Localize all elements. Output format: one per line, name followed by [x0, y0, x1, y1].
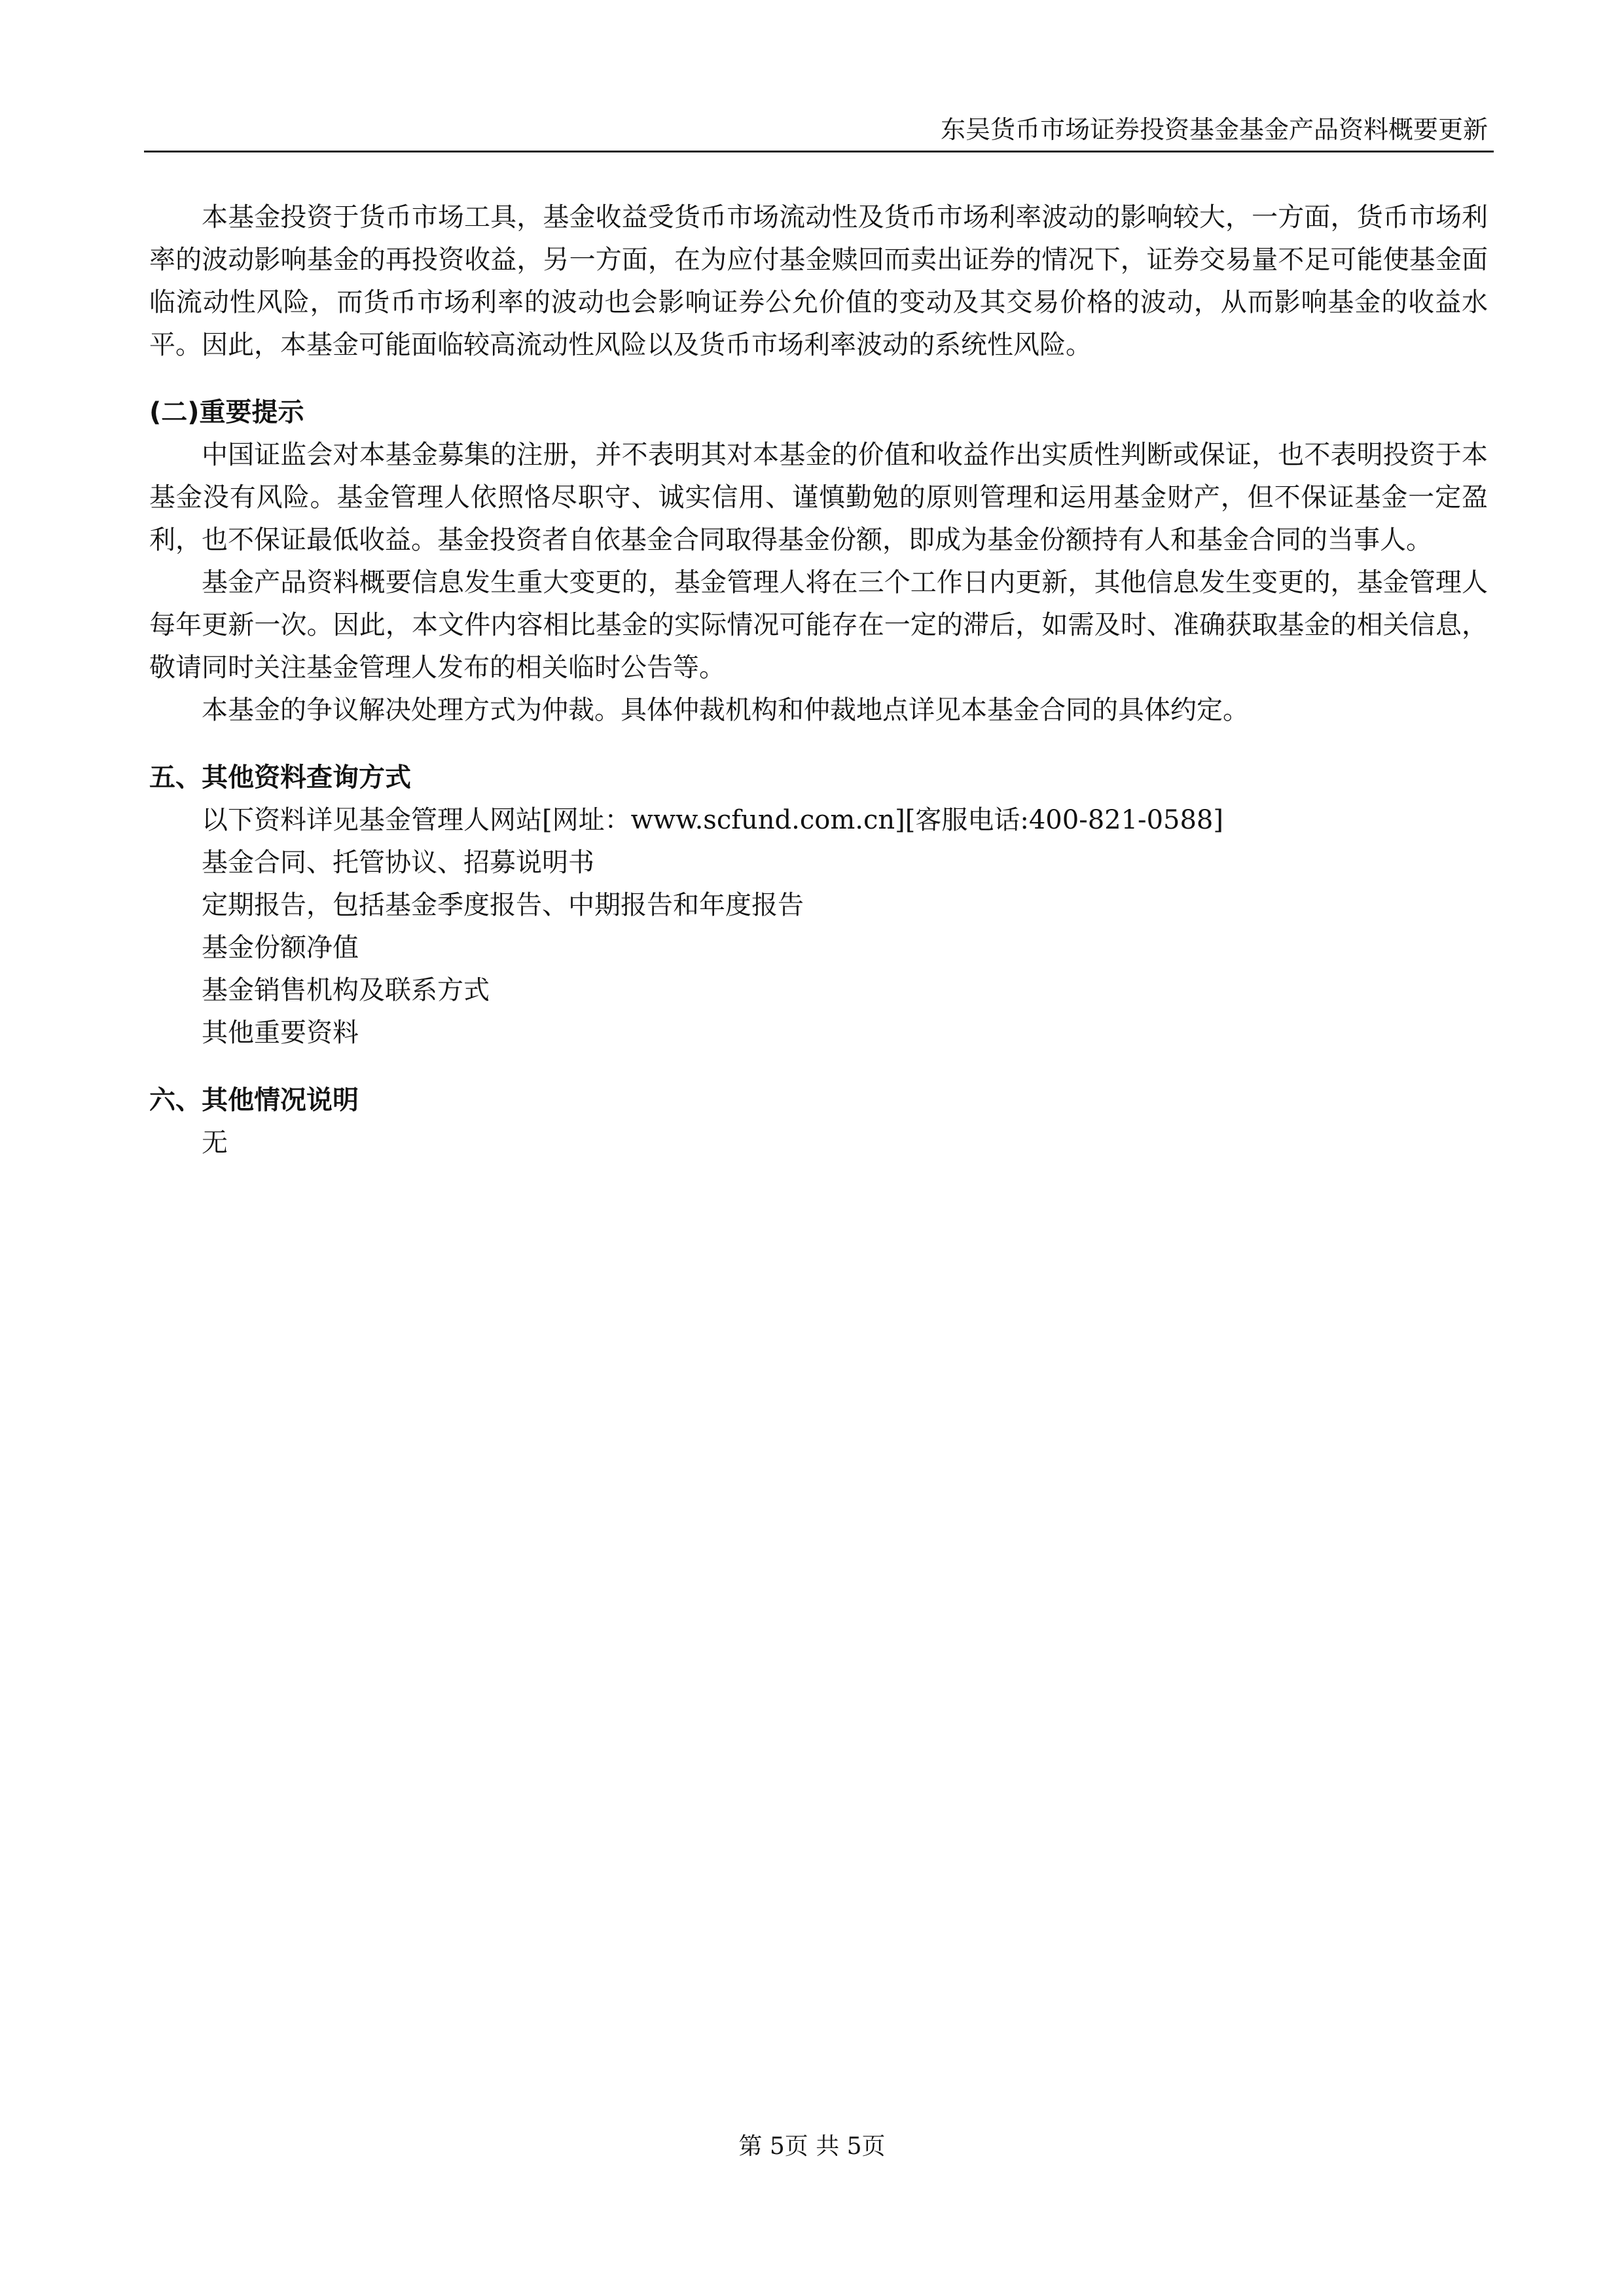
- document-body: [149, 196, 1488, 1164]
- header-divider: [144, 151, 1494, 152]
- section5-line-sales: 基金销售机构及联系方式: [202, 975, 490, 1005]
- section6-heading: 六、其他情况说明: [149, 1085, 359, 1115]
- section5-line-contracts: 基金合同、托管协议、招募说明书: [202, 848, 594, 878]
- page-number: 第 5页 共 5页: [738, 2133, 886, 2160]
- intro-paragraph: 本基金投资于货币市场工具，基金收益受货币市场流动性及货币市场利率波动的影响较大，一方面，货币市场利率的波动影响基金的再投资收益，另一方面，在为应付基金赎回而卖出证券的情况下，证券交易量不足可能使基金面临流动性风险，而货币市场利率的波动也会影响证券公允价值的变动及其交易价格的波动，从而影响基金的收益水平。因此，本基金可能面临较高流动性风险以及货币市场利率波动的系统性风险。: [149, 202, 1488, 360]
- section5-heading: 五、其他资料查询方式: [149, 762, 411, 793]
- section5-line-nav: 基金份额净值: [202, 933, 359, 963]
- section6-text: 无: [202, 1128, 228, 1158]
- notice-paragraph-3: 本基金的争议解决处理方式为仲裁。具体仲裁机构和仲裁地点详见本基金合同的具体约定。: [202, 695, 1249, 725]
- notice-paragraph-1: 中国证监会对本基金募集的注册，并不表明其对本基金的价值和收益作出实质性判断或保证，也不表明投资于本基金没有风险。基金管理人依照恪尽职守、诚实信用、谨慎勤勉的原则管理和运用基金财产，但不保证基金一定盈利，也不保证最低收益。基金投资者自依基金合同取得基金份额，即成为基金份额持有人和基金合同的当事人。: [149, 440, 1488, 555]
- important-notice-heading: (二)重要提示: [149, 397, 304, 427]
- section5-line-other: 其他重要资料: [202, 1018, 359, 1048]
- notice-paragraph-2: 基金产品资料概要信息发生重大变更的，基金管理人将在三个工作日内更新，其他信息发生变更的，基金管理人每年更新一次。因此，本文件内容相比基金的实际情况可能存在一定的滞后，如需及时、准确获取基金的相关信息，敬请同时关注基金管理人发布的相关临时公告等。: [149, 567, 1488, 683]
- section5-line-website: 以下资料详见基金管理人网站[网址：www.scfund.com.cn][客服电话:400-821-0588]: [202, 805, 1223, 835]
- document-header-title: 东吴货币市场证券投资基金基金产品资料概要更新: [940, 115, 1488, 144]
- section5-line-reports: 定期报告，包括基金季度报告、中期报告和年度报告: [202, 890, 804, 920]
